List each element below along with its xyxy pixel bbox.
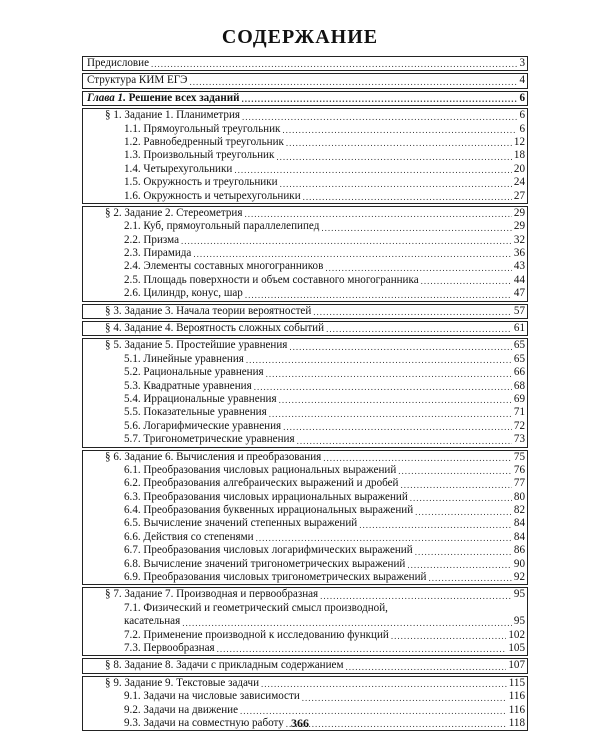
toc-leader-dots: [289, 342, 511, 353]
toc-leader-dots: [254, 382, 512, 393]
toc-entry-label: 5.1. Линейные уравнения: [124, 352, 244, 365]
toc-entry-label: 6.2. Преобразования алгебраических выражений и дробей: [124, 477, 399, 490]
toc-entry-label: 1.4. Четырехугольники: [124, 162, 233, 175]
toc-entry-label: 2.3. Пирамида: [124, 247, 192, 260]
toc-entry-page: 102: [508, 628, 525, 641]
toc-entry-page: 32: [513, 233, 525, 246]
toc-subsection-entry[interactable]: [83, 420, 527, 433]
toc-entry-label: 5.4. Иррациональные уравнения: [124, 392, 277, 405]
toc-subsection-entry[interactable]: [83, 544, 527, 557]
toc-entry-label: 6.6. Действия со степенями: [124, 530, 254, 543]
toc-entry-page: 84: [513, 517, 525, 530]
toc-entry-page: 107: [508, 659, 525, 672]
toc-entry-label: § 3. Задание 3. Начала теории вероятностей: [105, 304, 312, 317]
toc-subsection-entry[interactable]: [83, 531, 527, 544]
toc-entry-page: 4: [519, 74, 525, 87]
toc-entry-page: 57: [513, 304, 525, 317]
toc-entry-page: 43: [513, 260, 525, 273]
toc-entry-page: 116: [508, 690, 525, 703]
toc-subsection-entry[interactable]: [83, 704, 527, 717]
toc-entry-page: 116: [508, 703, 525, 716]
toc-entry-page: 6: [519, 109, 525, 122]
toc-entry-label: 6.1. Преобразования числовых рациональных выражений: [124, 463, 397, 476]
toc-leader-dots: [398, 466, 512, 477]
toc-entry-page: 84: [513, 530, 525, 543]
toc-entry-label: 9.3. Задачи на совместную работу: [124, 716, 284, 729]
toc-entry-page: 65: [513, 352, 525, 365]
toc-leader-dots: [286, 138, 512, 149]
toc-leader-dots: [242, 94, 518, 105]
toc-section-box: [82, 304, 528, 319]
toc-entry-label: § 4. Задание 4. Вероятность сложных событий: [105, 322, 325, 335]
toc-entry-page: 82: [513, 504, 525, 517]
toc-entry-label: 9.2. Задачи на движение: [124, 703, 239, 716]
toc-leader-dots: [303, 192, 512, 203]
toc-entry-page: 80: [513, 490, 525, 503]
toc-entry-page: 66: [513, 366, 525, 379]
toc-entry-page: 73: [513, 433, 525, 446]
toc-subsection-entry[interactable]: [83, 380, 527, 393]
toc-leader-dots: [193, 249, 512, 260]
toc-section-entry[interactable]: [83, 339, 527, 352]
toc-entry-page: 92: [513, 571, 525, 584]
toc-section-box: [82, 658, 528, 673]
toc-leader-dots: [410, 493, 512, 504]
toc-section-box: [82, 206, 528, 302]
toc-entry-label: 5.3. Квадратные уравнения: [124, 379, 252, 392]
toc-entry-label: § 2. Задание 2. Стереометрия: [105, 206, 243, 219]
toc-leader-dots: [282, 125, 517, 136]
toc-subsection-entry[interactable]: [83, 136, 527, 149]
toc-entry-label: 1.3. Произвольный треугольник: [124, 149, 275, 162]
toc-entry-label: 9.1. Задачи на числовые зависимости: [124, 690, 300, 703]
toc-subsection-entry[interactable]: [83, 123, 527, 136]
toc-subsection-entry[interactable]: [83, 518, 527, 531]
toc-entry-label: § 5. Задание 5. Простейшие уравнения: [105, 339, 288, 352]
toc-entry-label: § 8. Задание 8. Задачи с прикладным содержанием: [105, 659, 344, 672]
toc-entry-label: 6.3. Преобразования числовых иррациональных выражений: [124, 490, 408, 503]
toc-subsection-entry[interactable]: [83, 220, 527, 233]
toc-section-entry[interactable]: [83, 207, 527, 220]
toc-leader-dots: [326, 324, 512, 335]
toc-subsection-entry[interactable]: [83, 504, 527, 517]
toc-subsection-entry[interactable]: [83, 477, 527, 490]
toc-section-entry[interactable]: [83, 659, 527, 672]
toc-leader-dots: [415, 507, 512, 518]
toc-leader-dots: [234, 165, 512, 176]
toc-entry-page: 27: [513, 189, 525, 202]
toc-box-preface: [82, 56, 528, 71]
toc-leader-dots: [256, 533, 512, 544]
toc-subsection-entry[interactable]: [83, 433, 527, 446]
toc-entry-label: § 6. Задание 6. Вычисления и преобразования: [105, 450, 322, 463]
toc-subsection-entry[interactable]: [83, 464, 527, 477]
toc-entry-page: 105: [508, 642, 525, 655]
toc-sections: [82, 108, 528, 731]
toc-entry-page: 24: [513, 176, 525, 189]
toc-entry-page: 72: [513, 419, 525, 432]
toc-leader-dots: [313, 307, 512, 318]
toc-entry-label: касательная: [124, 615, 181, 628]
toc-leader-dots: [276, 152, 512, 163]
toc-leader-dots: [269, 409, 512, 420]
toc-entry-label: 6.4. Преобразования буквенных иррациональных выражений: [124, 504, 414, 517]
toc-section-entry[interactable]: [83, 677, 527, 690]
toc-entry-label: 5.6. Логарифмические уравнения: [124, 419, 282, 432]
toc-entry-label: 5.5. Показательные уравнения: [124, 406, 267, 419]
toc-entry-label: § 1. Задание 1. Планиметрия: [105, 109, 240, 122]
toc-entry-label: 2.4. Элементы составных многогранников: [124, 260, 324, 273]
toc-entry-page: 12: [513, 135, 525, 148]
toc-entry-page: 68: [513, 379, 525, 392]
toc-entry-label: 2.2. Призма: [124, 233, 180, 246]
toc-leader-dots: [151, 59, 517, 70]
toc-entry-page: 75: [513, 450, 525, 463]
toc-subsection-entry[interactable]: [83, 366, 527, 379]
toc-leader-dots: [283, 422, 512, 433]
toc-entry-page: 69: [513, 392, 525, 405]
toc-leader-dots: [302, 693, 507, 704]
toc-entry-chapter[interactable]: [83, 92, 527, 105]
toc-entry-label: 6.8. Вычисление значений тригонометрических выражений: [124, 557, 406, 570]
toc-entry-label: 2.5. Площадь поверхности и объем составного многогранника: [124, 273, 419, 286]
toc-entry-label: § 7. Задание 7. Производная и первообразная: [105, 588, 319, 601]
toc-subsection-entry[interactable]: [83, 393, 527, 406]
toc-leader-dots: [244, 209, 511, 220]
toc-section-box: [82, 450, 528, 586]
toc-entry-label: 7.3. Первообразная: [124, 642, 215, 655]
toc-subsection-entry[interactable]: [83, 190, 527, 203]
toc-subsection-entry[interactable]: [83, 176, 527, 189]
toc-entry-page: 61: [513, 322, 525, 335]
toc-leader-dots: [323, 453, 512, 464]
toc-leader-dots: [346, 662, 507, 673]
toc-leader-dots: [181, 236, 512, 247]
toc-entry-page: 77: [513, 477, 525, 490]
toc-leader-dots: [415, 547, 512, 558]
toc-entry-structure[interactable]: [83, 74, 527, 87]
toc-subsection-entry[interactable]: [83, 406, 527, 419]
toc-entry-page: 86: [513, 544, 525, 557]
toc-entry-page: 44: [513, 273, 525, 286]
toc-leader-dots: [407, 560, 512, 571]
toc-entry-label: 1.5. Окружность и треугольники: [124, 176, 278, 189]
toc-subsection-entry[interactable]: [83, 491, 527, 504]
toc-section-entry[interactable]: [83, 109, 527, 122]
toc-section-entry[interactable]: [83, 451, 527, 464]
toc-section-box: [82, 338, 528, 447]
toc-entry-label: 6.5. Вычисление значений степенных выражений: [124, 517, 358, 530]
toc-leader-dots: [245, 290, 512, 301]
toc-leader-dots: [266, 369, 512, 380]
toc-leader-dots: [217, 644, 507, 655]
toc-subsection-entry[interactable]: [83, 163, 527, 176]
toc-entry-label: 2.1. Куб, прямоугольный параллелепипед: [124, 220, 320, 233]
toc-leader-dots: [261, 679, 507, 690]
page-number: 366: [291, 716, 309, 730]
toc-entry-page: 6: [519, 122, 525, 135]
toc-leader-dots: [279, 395, 512, 406]
toc-entry-label: 1.6. Окружность и четырехугольники: [124, 189, 301, 202]
toc-subsection-label-line[interactable]: 7.1. Физический и геометрический смысл производной,: [124, 601, 388, 614]
toc-subsection-entry[interactable]: [83, 615, 527, 628]
toc-subsection-entry[interactable]: [83, 353, 527, 366]
toc-entry-label: 5.2. Рациональные уравнения: [124, 366, 264, 379]
toc-entry-page: 65: [513, 339, 525, 352]
toc-entry-page: 76: [513, 463, 525, 476]
toc-subsection-entry[interactable]: [83, 642, 527, 655]
toc-subsection-entry[interactable]: [83, 274, 527, 287]
toc-box-chapter: [82, 91, 528, 106]
toc-entry-page: 29: [513, 220, 525, 233]
toc-section-entry[interactable]: [83, 322, 527, 335]
toc-entry-label: [87, 92, 242, 105]
toc-section-box: [82, 587, 528, 656]
toc-entry-label: § 9. Задание 9. Текстовые задачи: [105, 676, 260, 689]
chapter-title: Решение всех заданий: [128, 91, 240, 104]
toc-section-entry[interactable]: [83, 305, 527, 318]
toc-leader-dots: [359, 520, 512, 531]
toc-entry-label: 5.7. Тригонометрические уравнения: [124, 433, 295, 446]
toc-entry-label: 6.7. Преобразования числовых логарифмических выражений: [124, 544, 413, 557]
toc-subsection-entry[interactable]: [83, 558, 527, 571]
toc-entry-label: 1.1. Прямоугольный треугольник: [124, 122, 281, 135]
toc-entry-page: 95: [513, 615, 525, 628]
toc-entry-page: 90: [513, 557, 525, 570]
toc-subsection-entry[interactable]: [83, 234, 527, 247]
toc-subsection-entry[interactable]: [83, 287, 527, 300]
toc-leader-dots: [421, 276, 512, 287]
toc-section-box: [82, 321, 528, 336]
toc-entry-page: 6: [519, 91, 525, 104]
toc-leader-dots: [321, 223, 512, 234]
toc-entry-page: 95: [513, 588, 525, 601]
toc-leader-dots: [297, 436, 512, 447]
toc-subsection-entry[interactable]: [83, 571, 527, 584]
toc-leader-dots: [320, 591, 512, 602]
toc-leader-dots: [242, 112, 517, 123]
toc-entry-page: 3: [519, 56, 525, 69]
toc-leader-dots: [280, 179, 512, 190]
toc-leader-dots: [182, 618, 512, 629]
toc-entry-page: 118: [508, 716, 525, 729]
toc-entry-label: Предисловие: [87, 56, 150, 69]
toc-leader-dots: [400, 480, 511, 491]
page-title: СОДЕРЖАНИЕ: [221, 26, 379, 48]
toc-subsection-entry[interactable]: [83, 149, 527, 162]
toc-box-structure: [82, 73, 528, 88]
toc-subsection-entry[interactable]: [83, 247, 527, 260]
toc-entry-page: 47: [513, 287, 525, 300]
toc-entry-label: Структура КИМ ЕГЭ: [87, 74, 188, 87]
toc-section-entry[interactable]: [83, 588, 527, 601]
toc-entry-page: 71: [513, 406, 525, 419]
toc-leader-dots: [325, 263, 512, 274]
toc-entry-preface[interactable]: [83, 57, 527, 70]
toc-entry-page: 36: [513, 247, 525, 260]
toc-entry-page: 18: [513, 149, 525, 162]
toc-section-box: [82, 108, 528, 204]
toc-entry-page: 29: [513, 206, 525, 219]
chapter-prefix: Глава 1.: [87, 91, 126, 104]
toc-leader-dots: [189, 77, 517, 88]
toc-leader-dots: [391, 631, 506, 642]
toc-entry-label: 6.9. Преобразования числовых тригонометрических выражений: [124, 571, 427, 584]
toc-entry-label: 2.6. Цилиндр, конус, шар: [124, 287, 243, 300]
toc-subsection-entry[interactable]: [83, 690, 527, 703]
toc-leader-dots: [246, 355, 512, 366]
table-of-contents: [82, 56, 528, 733]
toc-entry-label: 1.2. Равнобедренный треугольник: [124, 135, 284, 148]
toc-subsection-entry[interactable]: [83, 260, 527, 273]
toc-leader-dots: [428, 573, 511, 584]
toc-subsection-entry[interactable]: [83, 629, 527, 642]
toc-entry-page: 20: [513, 162, 525, 175]
toc-entry-label: 7.2. Применение производной к исследованию функций: [124, 628, 389, 641]
toc-entry-page: 115: [508, 676, 525, 689]
